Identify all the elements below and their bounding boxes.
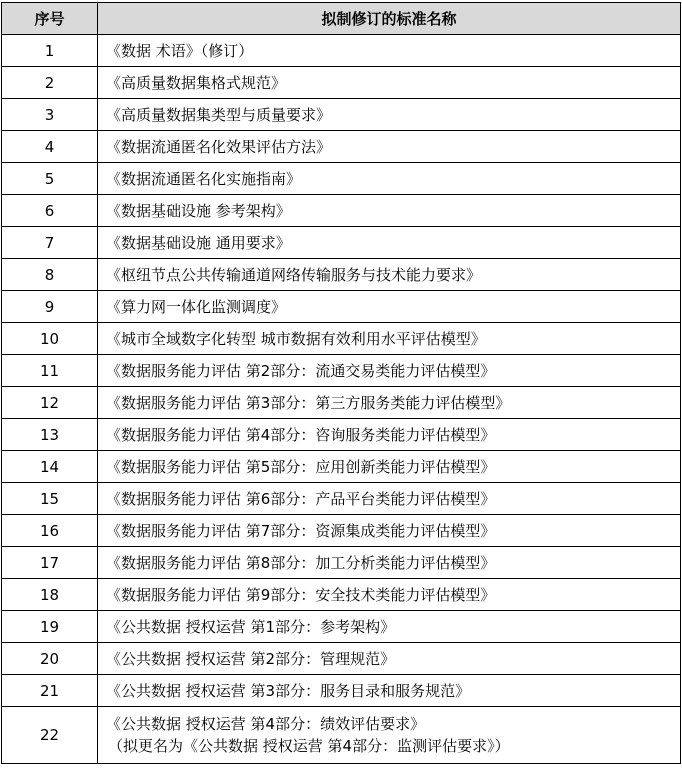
table-row (2, 131, 681, 163)
row-number: 4 (2, 131, 98, 163)
table-row (2, 227, 681, 259)
row-number: 18 (2, 579, 98, 611)
table-row (2, 707, 681, 764)
standard-name: 《数据服务能力评估 第4部分：咨询服务类能力评估模型》 (98, 419, 681, 451)
header-seq: 序号 (2, 3, 98, 35)
standard-name: 《数据基础设施 通用要求》 (98, 227, 681, 259)
row-number: 2 (2, 67, 98, 99)
table-row (2, 259, 681, 291)
row-number: 17 (2, 547, 98, 579)
row-number: 3 (2, 99, 98, 131)
row-number: 11 (2, 355, 98, 387)
row-number: 9 (2, 291, 98, 323)
standard-name: 《公共数据 授权运营 第3部分：服务目录和服务规范》 (98, 675, 681, 707)
table-row (2, 419, 681, 451)
standard-name: 《数据服务能力评估 第6部分：产品平台类能力评估模型》 (98, 483, 681, 515)
standard-name: 《公共数据 授权运营 第2部分：管理规范》 (98, 643, 681, 675)
header-name: 拟制修订的标准名称 (98, 3, 681, 35)
table-row (2, 355, 681, 387)
row-number: 7 (2, 227, 98, 259)
row-number: 22 (2, 707, 98, 764)
row-number: 13 (2, 419, 98, 451)
standard-name: 《数据流通匿名化实施指南》 (98, 163, 681, 195)
standard-name: 《枢纽节点公共传输通道网络传输服务与技术能力要求》 (98, 259, 681, 291)
standard-name: 《公共数据 授权运营 第1部分：参考架构》 (98, 611, 681, 643)
standard-name: 《数据流通匿名化效果评估方法》 (98, 131, 681, 163)
row-number: 12 (2, 387, 98, 419)
table-row (2, 611, 681, 643)
table-row (2, 675, 681, 707)
table-row (2, 291, 681, 323)
standard-name: 《高质量数据集类型与质量要求》 (98, 99, 681, 131)
row-number: 10 (2, 323, 98, 355)
table-row (2, 643, 681, 675)
row-number: 14 (2, 451, 98, 483)
row-number: 19 (2, 611, 98, 643)
standard-name: 《数据服务能力评估 第3部分：第三方服务类能力评估模型》 (98, 387, 681, 419)
standard-name: 《数据基础设施 参考架构》 (98, 195, 681, 227)
table-row (2, 323, 681, 355)
table-row (2, 451, 681, 483)
row-number: 21 (2, 675, 98, 707)
table-row (2, 99, 681, 131)
table-row (2, 387, 681, 419)
table-row (2, 67, 681, 99)
table-row (2, 483, 681, 515)
standard-name: 《数据服务能力评估 第2部分：流通交易类能力评估模型》 (98, 355, 681, 387)
table-row (2, 515, 681, 547)
standard-name: 《数据 术语》（修订） (98, 35, 681, 67)
row-number: 5 (2, 163, 98, 195)
standard-name: 《数据服务能力评估 第5部分：应用创新类能力评估模型》 (98, 451, 681, 483)
row-number: 6 (2, 195, 98, 227)
row-number: 16 (2, 515, 98, 547)
standard-name: 《高质量数据集格式规范》 (98, 67, 681, 99)
row-number: 1 (2, 35, 98, 67)
standard-name: 《数据服务能力评估 第8部分：加工分析类能力评估模型》 (98, 547, 681, 579)
standard-name: 《城市全域数字化转型 城市数据有效利用水平评估模型》 (98, 323, 681, 355)
table-header-row (2, 3, 681, 35)
row-number: 8 (2, 259, 98, 291)
standard-name: 《数据服务能力评估 第9部分：安全技术类能力评估模型》 (98, 579, 681, 611)
table-row (2, 35, 681, 67)
rename-note: （拟更名为《公共数据 授权运营 第4部分：监测评估要求》） (108, 737, 510, 755)
table-row (2, 195, 681, 227)
table-row (2, 579, 681, 611)
standard-name: 《公共数据 授权运营 第4部分：绩效评估要求》 (106, 715, 426, 733)
standard-name: 《数据服务能力评估 第7部分：资源集成类能力评估模型》 (98, 515, 681, 547)
table-row (2, 547, 681, 579)
standards-table (1, 2, 681, 764)
row-number: 20 (2, 643, 98, 675)
standard-name: 《算力网一体化监测调度》 (98, 291, 681, 323)
table-row (2, 163, 681, 195)
row-number: 15 (2, 483, 98, 515)
standard-name-cell (98, 707, 681, 764)
